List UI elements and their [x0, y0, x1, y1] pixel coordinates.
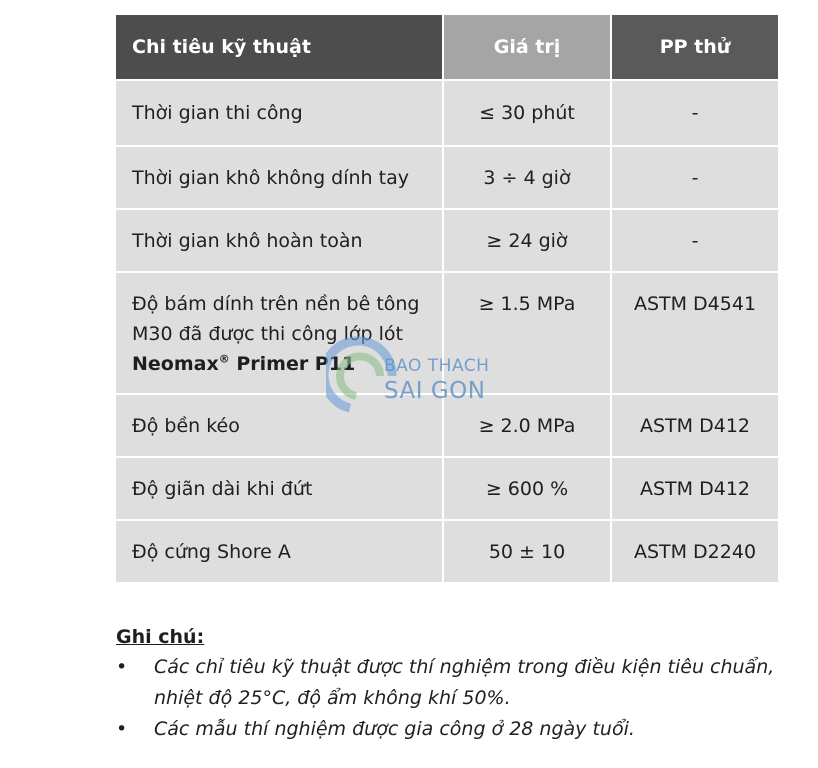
table-row — [116, 456, 778, 519]
notes-list — [116, 652, 806, 745]
cell-criteria: Độ bền kéo — [116, 393, 444, 456]
cell-criteria — [116, 271, 444, 393]
notes-title: Ghi chú: — [116, 626, 205, 648]
note-line: • Các mẫu thí nghiệm được gia công ở 28 ngày tuổi. — [154, 718, 635, 740]
note-item — [116, 652, 806, 714]
cell-method: - — [612, 79, 778, 145]
cell-value: ≥ 24 giờ — [444, 208, 612, 271]
note-line: • Các chỉ tiêu kỹ thuật được thí nghiệm trong điều kiện tiêu chuẩn, — [154, 656, 775, 678]
cell-value: ≥ 1.5 MPa — [444, 271, 612, 393]
table-row — [116, 208, 778, 271]
watermark-line1: BAO THACH — [384, 356, 490, 376]
cell-criteria: Độ cứng Shore A — [116, 519, 444, 582]
watermark-line2: SAI GON — [384, 378, 486, 404]
table-row — [116, 145, 778, 208]
cell-value: ≥ 600 % — [444, 456, 612, 519]
cell-criteria: Thời gian khô không dính tay — [116, 145, 444, 208]
header-criteria: Chi tiêu kỹ thuật — [116, 15, 444, 79]
cell-value: 50 ± 10 — [444, 519, 612, 582]
cell-method: - — [612, 208, 778, 271]
table-header-row — [116, 15, 778, 79]
cell-method: ASTM D412 — [612, 393, 778, 456]
product-name — [132, 349, 442, 379]
spec-table — [116, 15, 778, 582]
criteria-line: Độ bám dính trên nền bê tông — [132, 293, 420, 315]
registered-mark: ® — [218, 352, 230, 366]
note-item — [116, 714, 806, 745]
table-row — [116, 271, 778, 393]
table-row — [116, 79, 778, 145]
header-method: PP thử — [612, 15, 778, 79]
cell-criteria: Độ giãn dài khi đứt — [116, 456, 444, 519]
cell-value: 3 ÷ 4 giờ — [444, 145, 612, 208]
table-row — [116, 519, 778, 582]
cell-criteria: Thời gian thi công — [116, 79, 444, 145]
cell-method: ASTM D2240 — [612, 519, 778, 582]
cell-value: ≤ 30 phút — [444, 79, 612, 145]
cell-criteria: Thời gian khô hoàn toàn — [116, 208, 444, 271]
product-model: Primer P11 — [229, 353, 356, 375]
header-value: Giá trị — [444, 15, 612, 79]
table-row — [116, 393, 778, 456]
notes-section — [116, 626, 806, 745]
product-brand: Neomax — [132, 353, 219, 375]
note-line: nhiệt độ 25°C, độ ẩm không khí 50%. — [154, 687, 511, 709]
cell-value: ≥ 2.0 MPa — [444, 393, 612, 456]
cell-method: ASTM D4541 — [612, 271, 778, 393]
criteria-line: M30 đã được thi công lớp lót — [132, 323, 403, 345]
cell-method: ASTM D412 — [612, 456, 778, 519]
cell-method: - — [612, 145, 778, 208]
